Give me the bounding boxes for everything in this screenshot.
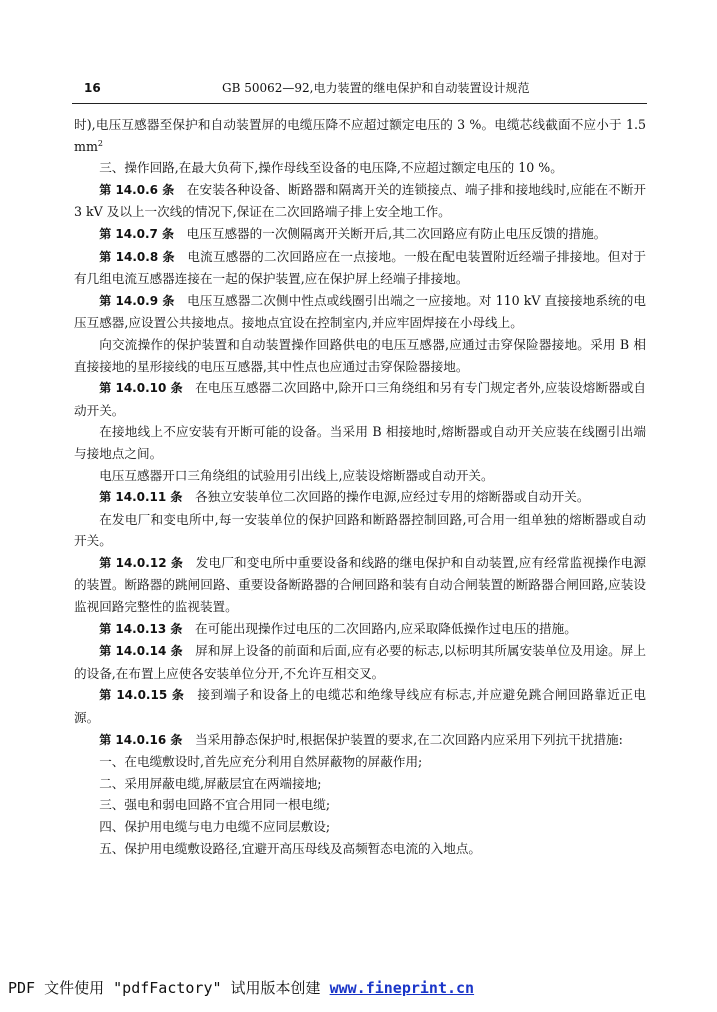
- paragraph: [74, 509, 646, 552]
- clause-14-0-7: [74, 223, 646, 246]
- paragraph-text: 二、采用屏蔽电缆,屏蔽层宜在两端接地;: [99, 775, 322, 791]
- paragraph: [74, 334, 646, 377]
- clause-text: 当采用静态保护时,根据保护装置的要求,在二次回路内应采用下列抗干扰措施:: [195, 731, 623, 747]
- clause-text: 发电厂和变电所中重要设备和线路的继电保护和自动装置,应有经常监视操作电源的装置。断路器的跳闸回路、重要设备断路器的合闸回路和装有自动合闸装置的断路器合闸回路,应装设监视回路完整性的监视装置。: [74, 554, 646, 615]
- clause-text: 屏和屏上设备的前面和后面,应有必要的标志,以标明其所属安装单位及用途。屏上的设备,在布置上应使各安装单位分开,不允许互相交叉。: [74, 643, 646, 681]
- clause-number: 第 14.0.9 条: [99, 293, 175, 308]
- paragraph-list-item: [74, 794, 646, 816]
- clause-number: 第 14.0.15 条: [99, 688, 185, 703]
- paragraph-text: 在接地线上不应安装有开断可能的设备。当采用 B 相接地时,熔断器或自动开关应装在线圈引出端与接地点之间。: [74, 424, 646, 461]
- header-title: GB 50062—92,电力装置的继电保护和自动装置设计规范: [222, 81, 530, 95]
- clause-number: 第 14.0.6 条: [99, 182, 175, 197]
- clause-14-0-15: [74, 684, 646, 728]
- clause-number: 第 14.0.7 条: [99, 226, 175, 241]
- paragraph-list-item: [74, 157, 646, 179]
- paragraph-list-item: [74, 838, 646, 860]
- paragraph-list-item: [74, 816, 646, 838]
- clause-14-0-13: [74, 618, 646, 641]
- page-number: 16: [84, 81, 101, 95]
- paragraph-list-item: [74, 751, 646, 773]
- clause-text: 接到端子和设备上的电缆芯和绝缘导线应有标志,并应避免跳合闸回路靠近正电源。: [74, 687, 646, 726]
- paragraph-text: 五、保护用电缆敷设路径,宜避开高压母线及高频暂态电流的入地点。: [99, 840, 482, 856]
- clause-text: 在安装各种设备、断路器和隔离开关的连锁接点、端子排和接地线时,应能在不断开 3 kV 及以上一次线的情况下,保证在二次回路端子排上安全地工作。: [74, 181, 646, 220]
- paragraph-text: 电压互感器开口三角绕组的试验用引出线上,应装设熔断器或自动开关。: [99, 467, 494, 483]
- clause-text: 电流互感器的二次回路应在一点接地。一般在配电装置附近经端子排接地。但对于有几组电流互感器连接在一起的保护装置,应在保护屏上经端子排接地。: [74, 248, 647, 287]
- clause-14-0-12: [74, 552, 646, 618]
- clause-number: 第 14.0.14 条: [99, 644, 183, 659]
- paragraph-text: 在发电厂和变电所中,每一安装单位的保护回路和断路器控制回路,可合用一组单独的熔断器或自动开关。: [74, 511, 646, 549]
- paragraph-text: 三、强电和弱电回路不宜合用同一根电缆;: [99, 797, 331, 813]
- clause-number: 第 14.0.11 条: [99, 490, 183, 505]
- footer-link[interactable]: www.fineprint.cn: [329, 979, 475, 997]
- clause-number: 第 14.0.8 条: [99, 249, 175, 264]
- clause-text: 电压互感器的一次侧隔离开关断开后,其二次回路应有防止电压反馈的措施。: [186, 225, 607, 241]
- paragraph-continuation: [74, 114, 646, 157]
- paragraph-list-item: [74, 773, 646, 795]
- paragraph-text: 向交流操作的保护装置和自动装置操作回路供电的电压互感器,应通过击穿保险器接地。采用 B 相直接接地的星形接线的电压互感器,其中性点也应通过击穿保险器接地。: [74, 336, 646, 374]
- clause-14-0-14: [74, 640, 646, 684]
- clause-14-0-11: [74, 486, 646, 509]
- paragraph-text: 三、操作回路,在最大负荷下,操作母线至设备的电压降,不应超过额定电压的 10 %。: [99, 160, 563, 176]
- footer-text: PDF 文件使用 "pdfFactory" 试用版本创建: [8, 979, 330, 997]
- pdf-footer: [8, 977, 708, 998]
- clause-number: 第 14.0.13 条: [99, 621, 183, 636]
- paragraph: [74, 421, 646, 464]
- document-body: [74, 114, 646, 859]
- clause-text: 在电压互感器二次回路中,除开口三角绕组和另有专门规定者外,应装设熔断器或自动开关。: [74, 380, 646, 418]
- clause-text: 各独立安装单位二次回路的操作电源,应经过专用的熔断器或自动开关。: [195, 489, 590, 505]
- paragraph-text: 一、在电缆敷设时,首先应充分利用自然屏蔽物的屏蔽作用;: [99, 754, 423, 770]
- superscript-two: 2: [97, 138, 103, 148]
- paragraph-text: 四、保护用电缆与电力电缆不应同层敷设;: [99, 819, 331, 834]
- clause-text: 在可能出现操作过电压的二次回路内,应采取降低操作过电压的措施。: [195, 620, 577, 636]
- header-divider: [72, 103, 647, 104]
- paragraph-text: 时),电压互感器至保护和自动装置屏的电缆压降不应超过额定电压的 3 %。电缆芯线截面不应小于 1.5 mm: [74, 117, 646, 154]
- clause-number: 第 14.0.16 条: [99, 732, 183, 747]
- clause-number: 第 14.0.12 条: [99, 555, 184, 570]
- clause-14-0-10: [74, 377, 646, 421]
- paragraph: [74, 465, 646, 487]
- clause-14-0-8: [74, 246, 646, 290]
- clause-14-0-16: [74, 729, 646, 752]
- clause-text: 电压互感器二次侧中性点或线圈引出端之一应接地。对 110 kV 直接接地系统的电压互感器,应设置公共接地点。接地点宜设在控制室内,并应牢固焊接在小母线上。: [74, 292, 647, 331]
- clause-14-0-9: [74, 290, 646, 334]
- clause-14-0-6: [74, 179, 646, 223]
- page-header: [72, 80, 647, 98]
- clause-number: 第 14.0.10 条: [99, 381, 183, 396]
